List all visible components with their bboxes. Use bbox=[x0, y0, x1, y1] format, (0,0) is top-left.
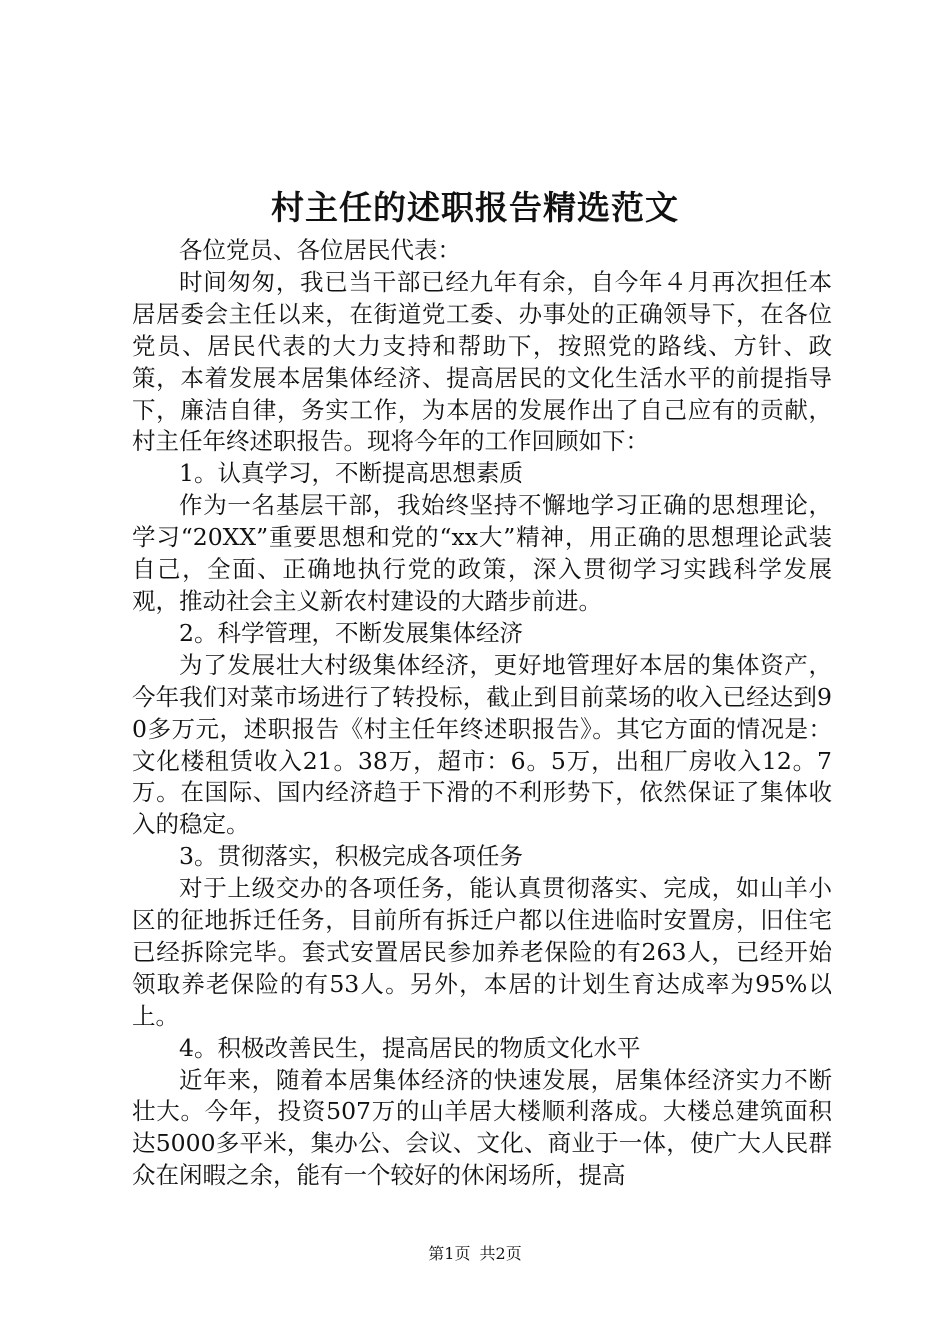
section-heading-1: 1。认真学习，不断提高思想素质 bbox=[179, 459, 523, 488]
document-body bbox=[132, 235, 832, 1192]
paragraph-section-3: 对于上级交办的各项任务，能认真贯彻落实、完成，如山羊小区的征地拆迁任务，目前所有拆迁户都以住进临时安置房，旧住宅已经拆除完毕。套式安置居民参加养老保险的有263人，已经开始领取养老保险的有53人。另外，本居的计划生育达成率为95%以上。 bbox=[132, 874, 832, 1030]
page-footer bbox=[0, 1243, 950, 1265]
section-heading-2: 2。科学管理，不断发展集体经济 bbox=[179, 618, 523, 647]
document-title: 村主任的述职报告精选范文 bbox=[271, 188, 679, 227]
paragraph-section-4: 近年来，随着本居集体经济的快速发展，居集体经济实力不断壮大。今年，投资507万的山羊居大楼顺利落成。大楼总建筑面积达5000多平米，集办公、会议、文化、商业于一体，使广大人民群众在闲暇之余，能有一个较好的休闲场所，提高 bbox=[132, 1065, 832, 1190]
paragraph-intro: 时间匆匆，我已当干部已经九年有余，自今年４月再次担任本居居委会主任以来，在街道党工委、办事处的正确领导下，在各位党员、居民代表的大力支持和帮助下，按照党的路线、方针、政策，本着发展本居集体经济、提高居民的文化生活水平的前提指导下，廉洁自律，务实工作，为本居的发展作出了自己应有的贡献，村主任年终述职报告。现将今年的工作回顾如下： bbox=[132, 267, 832, 456]
paragraph-section-1: 作为一名基层干部，我始终坚持不懈地学习正确的思想理论，学习“20XX”重要思想和党的“xx大”精神，用正确的思想理论武装自己，全面、正确地执行党的政策，深入贯彻学习实践科学发展观，推动社会主义新农村建设的大踏步前进。 bbox=[132, 491, 832, 615]
paragraph-section-2: 为了发展壮大村级集体经济，更好地管理好本居的集体资产，今年我们对菜市场进行了转投标，截止到目前菜场的收入已经达到90多万元，述职报告《村主任年终述职报告》。其它方面的情况是：文化楼租赁收入21。38万，超市：6。5万，出租厂房收入12。7万。在国际、国内经济趋于下滑的不利形势下，依然保证了集体收入的稳定。 bbox=[132, 650, 832, 839]
page-total: 共2页 bbox=[479, 1244, 522, 1263]
section-heading-4: 4。积极改善民生，提高居民的物质文化水平 bbox=[179, 1033, 641, 1062]
section-heading-3: 3。贯彻落实，积极完成各项任务 bbox=[179, 842, 523, 871]
salutation: 各位党员、各位居民代表： bbox=[179, 236, 461, 264]
page-number: 第1页 bbox=[428, 1244, 471, 1263]
